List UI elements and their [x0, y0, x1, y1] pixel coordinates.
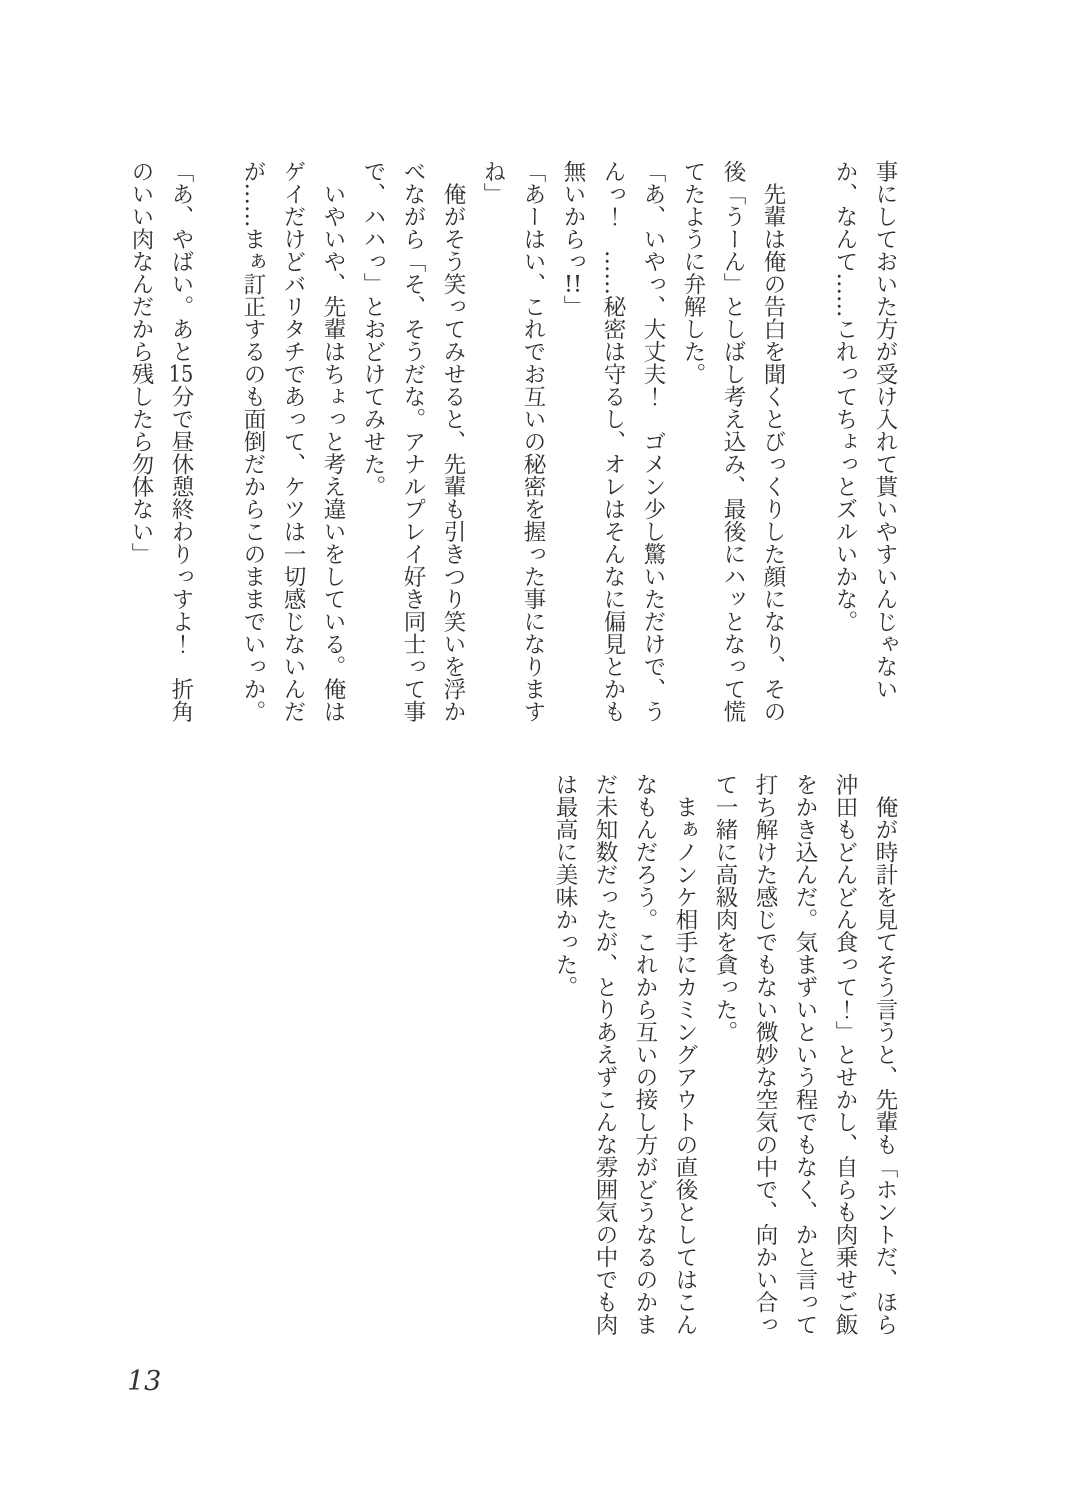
text-line: て一緒に高級肉を貪った。 [712, 773, 738, 1043]
text-line: か、なんて……これってちょっとズルいかな。 [832, 160, 858, 633]
text-line: 「あ、いやっ、大丈夫！ ゴメン少し驚いただけで、う [640, 160, 666, 723]
text-line: 打ち解けた感じでもない微妙な空気の中で、向かい合っ [752, 773, 778, 1336]
text-line: 「あ、やばい。あと15分で昼休憩終わりっすよ！ 折角 [168, 160, 194, 723]
text-line: まぁノンケ相手にカミングアウトの直後としてはこん [672, 773, 698, 1336]
text-line: 俺が時計を見てそう言うと、先輩も「ホントだ、ほら [872, 773, 898, 1336]
text-line: てたように弁解した。 [680, 160, 706, 385]
text-line: なもんだろう。これから互いの接し方がどうなるのかま [632, 773, 658, 1336]
text-line: ね」 [480, 160, 506, 205]
text-line: んっ！ ……秘密は守るし、オレはそんなに偏見とかも [600, 160, 626, 723]
text-line: 後「うーん」としばし考え込み、最後にハッとなって慌 [720, 160, 746, 723]
text-line: のいい肉なんだから残したら勿体ない」 [128, 160, 154, 565]
text-line: 俺がそう笑ってみせると、先輩も引きつり笑いを浮か [440, 160, 466, 723]
text-line: 「あーはい、これでお互いの秘密を握った事になります [520, 160, 546, 723]
text-line: が……まぁ訂正するのも面倒だからこのままでいっか。 [240, 160, 266, 723]
text-line: 無いからっ!!」 [560, 160, 586, 318]
text-line: べながら「そ、そうだな。アナルプレイ好き同士って事 [400, 160, 426, 723]
text-line: 先輩は俺の告白を聞くとびっくりした顔になり、その [760, 160, 786, 723]
text-line: 事にしておいた方が受け入れて貰いやすいんじゃない [872, 160, 898, 700]
page-number: 13 [127, 1366, 162, 1397]
text-line: ゲイだけどバリタチであって、ケツは一切感じないんだ [280, 160, 306, 723]
text-line: 沖田もどんどん食って！」とせかし、自らも肉乗せご飯 [832, 773, 858, 1336]
text-line: をかき込んだ。気まずいという程でもなく、かと言って [792, 773, 818, 1336]
text-line: だ未知数だったが、とりあえずこんな雰囲気の中でも肉 [592, 773, 618, 1336]
text-line: いやいや、先輩はちょっと考え違いをしている。俺は [320, 160, 346, 723]
upper-text-block [121, 160, 905, 738]
text-line: で、ハハっ」とおどけてみせた。 [360, 160, 386, 498]
text-line: は最高に美味かった。 [552, 773, 578, 998]
lower-text-block [545, 773, 905, 1351]
